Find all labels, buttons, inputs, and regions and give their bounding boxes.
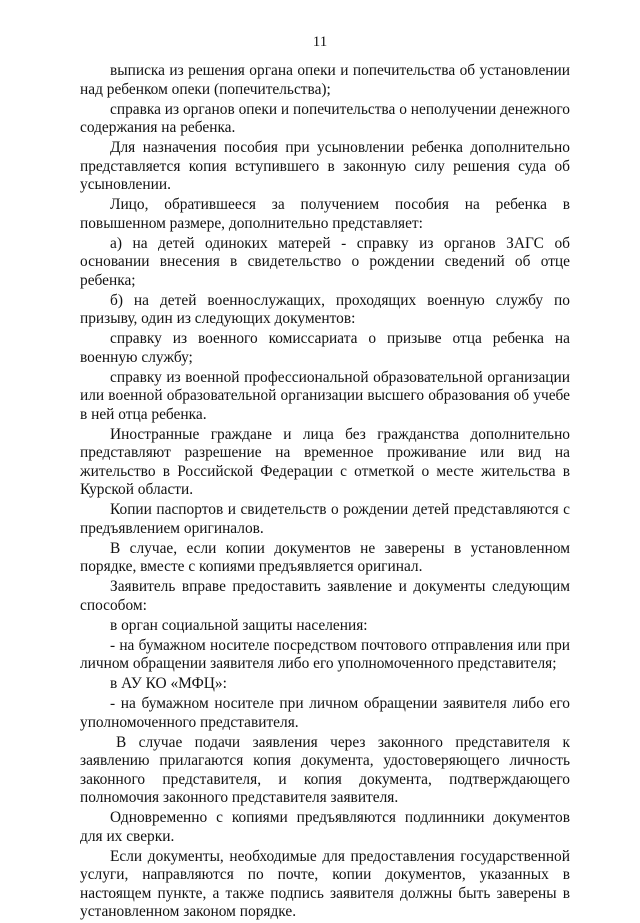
paragraph: справка из органов опеки и попечительства о неполучении денежного содержания на ребенка. — [80, 100, 570, 136]
paragraph: В случае подачи заявления через законного представителя к заявлению прилагаются копия документа, удостоверяющего личность законного представителя, и копия документа, подтверждающего полномочия законного представителя заявителя. — [80, 733, 570, 806]
paragraph: в АУ КО «МФЦ»: — [110, 675, 227, 692]
paragraph: Копии паспортов и свидетельств о рождении детей представляются с предъявлением оригиналов. — [80, 501, 570, 537]
paragraph: в орган социальной защиты населения: — [110, 616, 368, 634]
document-body — [80, 62, 570, 923]
paragraph: В случае, если копии документов не заверены в установленном порядке, вместе с копиями предъявляется оригинал. — [80, 539, 570, 575]
paragraph: Иностранные граждане и лица без гражданства дополнительно представляют разрешение на временное проживание или вид на жительство в Российской Федерации с отметкой о месте жительства в Курской области. — [80, 425, 570, 498]
paragraph: справку из военного комиссариата о призыве отца ребенка на военную службу; — [80, 330, 570, 366]
paragraph: выписка из решения органа опеки и попечительства об установлении над ребенком опеки (попечительства); — [80, 62, 570, 98]
paragraph: справку из военной профессиональной образовательной организации или военной образовательной организации высшего образования об учебе в ней отца ребенка. — [80, 368, 570, 423]
paragraph: Лицо, обратившееся за получением пособия на ребенка в повышенном размере, дополнительно представляет: — [80, 196, 570, 232]
paragraph: Если документы, необходимые для предоставления государственной услуги, направляются по почте, копии документов, указанных в настоящем пункте, а также подпись заявителя должны быть заверены в установленном законом порядке. — [80, 847, 570, 920]
paragraph: Заявитель вправе предоставить заявление и документы следующим способом: — [80, 578, 570, 614]
paragraph: Для назначения пособия при усыновлении ребенка дополнительно представляется копия вступившего в законную силу решения суда об усыновлении. — [80, 139, 570, 193]
paragraph: Одновременно с копиями предъявляются подлинники документов для их сверки. — [80, 809, 570, 845]
paragraph: - на бумажном носителе при личном обращении заявителя либо его уполномоченного представителя. — [80, 695, 570, 731]
paragraph: а) на детей одиноких матерей - справку из органов ЗАГС об основании внесения в свидетельство о рождении сведений об отце ребенка; — [80, 234, 570, 289]
paragraph: б) на детей военнослужащих, проходящих военную службу по призыву, один из следующих документов: — [80, 291, 570, 327]
page-number: 11 — [312, 34, 328, 50]
paragraph: - на бумажном носителе посредством почтового отправления или при личном обращении заявителя либо его уполномоченного представителя; — [80, 636, 570, 672]
